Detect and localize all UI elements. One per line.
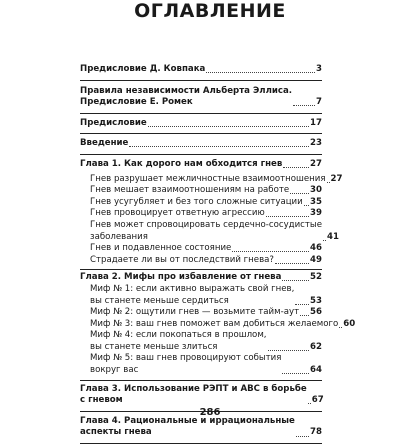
toc-entry-title-line: Миф № 3: ваш гнев поможет вам добиться желаемого <box>90 318 339 329</box>
toc-page-number: 27 <box>310 158 322 169</box>
toc-page-number: 64 <box>310 365 322 376</box>
toc-entry-title <box>90 197 303 209</box>
toc-dot-leader <box>282 280 309 281</box>
toc-entry-title <box>80 159 282 171</box>
toc-entry-title <box>80 272 281 284</box>
toc-section-entry <box>80 307 322 319</box>
toc-section-entry <box>80 197 322 209</box>
toc-section-entry <box>80 219 339 243</box>
toc-section-entry <box>80 330 322 353</box>
toc-page-number: 35 <box>310 196 322 207</box>
toc-entry-title-line: Миф № 2: ощутили гнев — возьмите тайм-аут <box>90 307 300 318</box>
toc-chapter-entry <box>80 64 322 76</box>
toc-page-number: 39 <box>310 208 322 219</box>
toc-entry-title-line: Гнев и подавленное состояние <box>90 243 232 254</box>
toc-entry-title-line: Миф № 4: если покопаться в прошлом, <box>90 330 267 341</box>
toc-section-entry <box>80 353 322 376</box>
toc-entry-title-line: Глава 4. Рациональные и иррациональные <box>80 415 295 426</box>
toc-entry-title <box>90 174 326 186</box>
toc-dot-leader <box>293 105 315 106</box>
toc-entry-title-line: Гнев провоцирует ответную агрессию <box>90 208 265 219</box>
toc-dot-leader <box>282 373 309 374</box>
toc-entry-title-line: Предисловие Д. Ковпака <box>80 64 206 74</box>
toc-entry-title-line: Миф № 1: если активно выражать свой гнев, <box>90 283 295 294</box>
toc-entry-title <box>90 185 289 197</box>
toc-dot-leader <box>339 327 342 328</box>
toc-dot-leader <box>323 240 326 241</box>
toc-dot-leader <box>275 263 309 264</box>
toc-dot-leader <box>266 216 309 217</box>
toc-entry-title-line: Глава 3. Использование РЭПТ и АВС в борьбе <box>80 383 307 394</box>
toc-entry-title <box>90 353 281 376</box>
toc-page-number: 62 <box>310 341 322 352</box>
toc-entry-title <box>90 330 267 353</box>
toc-page-number: 23 <box>310 138 322 149</box>
toc-section-entry <box>80 185 322 197</box>
toc-page-number: 56 <box>310 307 322 318</box>
toc-entry-title-line: Введение <box>80 138 129 149</box>
toc-dot-leader <box>232 251 309 252</box>
toc-chapter-entry <box>80 86 322 109</box>
table-of-contents <box>80 64 356 444</box>
toc-section-entry <box>80 173 343 186</box>
toc-separator <box>80 113 322 114</box>
toc-entry-title <box>90 319 338 331</box>
toc-dot-leader <box>290 193 309 194</box>
toc-chapter-entry <box>80 384 322 407</box>
toc-entry-title <box>80 384 307 407</box>
toc-entry-title-line: Глава 2. Мифы про избавление от гнева <box>80 272 282 283</box>
toc-page-number: 41 <box>327 231 339 242</box>
toc-section-entry <box>80 208 322 220</box>
toc-chapter-entry <box>80 138 322 150</box>
toc-entry-title <box>90 284 294 307</box>
toc-entry-title-line: Глава 1. Как дорого нам обходится гнев <box>80 158 283 169</box>
toc-chapter-entry <box>80 159 322 171</box>
toc-entry-title-line: с гневом <box>80 395 123 406</box>
toc-entry-title <box>80 138 128 150</box>
toc-chapter-entry <box>80 272 322 284</box>
toc-page-number: 7 <box>316 97 322 108</box>
toc-separator <box>80 380 322 381</box>
toc-entry-title <box>80 64 205 76</box>
toc-section-entry <box>80 243 322 255</box>
toc-entry-title-line: заболевания <box>90 231 148 242</box>
toc-entry-title-line: Страдаете ли вы от последствий гнева? <box>90 254 274 265</box>
toc-page-number: 30 <box>310 185 322 196</box>
toc-dot-leader <box>300 315 309 316</box>
toc-section-entry <box>80 318 356 331</box>
toc-page-number: 27 <box>330 173 343 184</box>
toc-dot-leader <box>304 205 309 206</box>
toc-entry-title-line: вокруг вас <box>90 365 139 376</box>
page-title: ОГЛАВЛЕНИЕ <box>134 0 286 22</box>
toc-entry-title <box>90 220 322 243</box>
toc-dot-leader <box>296 436 309 437</box>
toc-separator <box>80 269 322 270</box>
toc-page-number: 53 <box>310 295 322 306</box>
toc-page-number: 60 <box>343 318 356 329</box>
toc-entry-title-line: Предисловие <box>80 117 147 128</box>
toc-separator <box>80 133 322 134</box>
toc-entry-title <box>90 243 231 255</box>
toc-entry-title <box>80 416 295 439</box>
toc-page-number: 67 <box>311 395 324 406</box>
toc-page-number: 3 <box>316 64 322 74</box>
toc-entry-title-line: Гнев разрушает межличностные взаимоотношения <box>90 173 326 184</box>
toc-entry-title-line: Предисловие Е. Ромек <box>80 97 193 108</box>
toc-separator <box>80 154 322 155</box>
page-number: 286 <box>199 407 221 418</box>
toc-entry-title-line: Миф № 5: ваш гнев провоцируют события <box>90 353 282 364</box>
toc-entry-title-line: вы станете меньше сердиться <box>90 295 229 306</box>
toc-dot-leader <box>308 403 311 404</box>
toc-entry-title-line: Гнев мешает взаимоотношениям на работе <box>90 185 290 196</box>
toc-dot-leader <box>295 304 309 305</box>
toc-entry-title <box>90 255 274 267</box>
toc-entry-title <box>90 307 299 319</box>
toc-page-number: 52 <box>310 272 322 283</box>
toc-dot-leader <box>283 167 309 168</box>
toc-separator <box>80 80 322 81</box>
toc-entry-title <box>80 86 292 109</box>
toc-dot-leader <box>148 126 309 127</box>
toc-dot-leader <box>327 182 330 183</box>
toc-entry-title-line: вы станете меньше злиться <box>90 341 218 352</box>
toc-chapter-entry <box>80 416 322 439</box>
toc-chapter-entry <box>80 118 322 130</box>
toc-section-entry <box>80 284 322 307</box>
toc-page-number: 17 <box>310 117 322 128</box>
toc-dot-leader <box>129 146 309 147</box>
toc-dot-leader <box>268 350 310 351</box>
toc-section-entry <box>80 255 322 267</box>
toc-entry-title <box>90 208 265 220</box>
toc-entry-title-line: Гнев усугубляет и без того сложные ситуации <box>90 196 303 207</box>
toc-entry-title-line: Гнев может спровоцировать сердечно-сосудистые <box>90 219 322 230</box>
toc-entry-title <box>80 118 147 130</box>
toc-page-number: 46 <box>310 243 322 254</box>
toc-entry-title-line: Правила независимости Альберта Эллиса. <box>80 85 293 96</box>
toc-page-number: 49 <box>310 254 322 265</box>
toc-dot-leader <box>206 72 315 73</box>
toc-entry-title-line: аспекты гнева <box>80 427 152 438</box>
toc-page-number: 78 <box>310 427 322 438</box>
